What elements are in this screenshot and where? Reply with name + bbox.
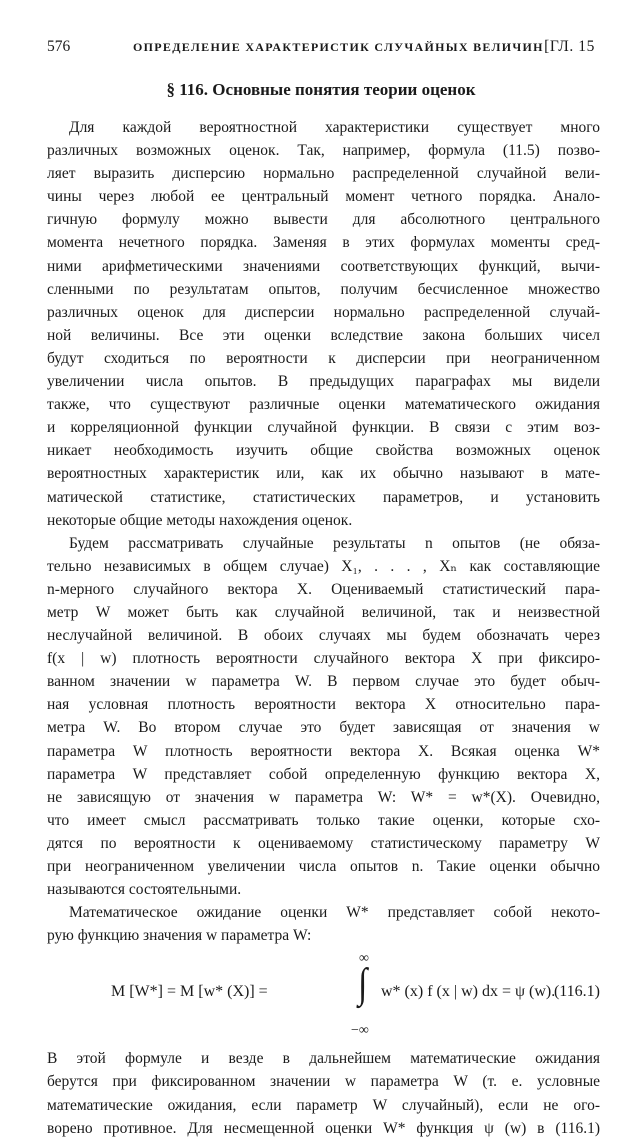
text-line: момента нечетного порядка. Заменяя в этих формулах моменты сред- bbox=[47, 234, 600, 252]
integral-sign: ∫ bbox=[358, 961, 368, 1008]
text-line: рую функцию значения w параметра W: bbox=[47, 927, 312, 945]
text-line: ними арифметическими значениями соответствующих функций, вычи- bbox=[47, 257, 600, 275]
chapter-reference: [ГЛ. 15 bbox=[544, 38, 595, 55]
text-line: дятся по вероятности к оцениваемому статистическому параметру W bbox=[47, 834, 600, 852]
paragraph-3 bbox=[47, 901, 600, 947]
text-line: Будем рассматривать случайные результаты n опытов (не обяза- bbox=[69, 534, 600, 552]
text-line: метра W. Во втором случае это будет зависящая от значения w bbox=[47, 719, 600, 737]
page-number: 576 bbox=[47, 38, 71, 55]
text-line: гичную формулу можно вывести для абсолютного центрального bbox=[47, 211, 600, 229]
text-line: параметра W представляет собой определенную функцию вектора X, bbox=[47, 765, 600, 783]
text-line: сленными по результатам опытов, получим бесчисленное множество bbox=[47, 280, 600, 298]
section-title: § 116. Основные понятия теории оценок bbox=[166, 80, 476, 99]
equation-number: (116.1) bbox=[553, 983, 600, 1001]
text-line: неслучайной величиной. В обоих случаях мы будем обозначать через bbox=[47, 627, 600, 645]
text-line: будут сходиться по вероятности к дисперсии при неограниченном bbox=[47, 349, 600, 367]
text-line: и корреляционной функции случайной функции. В связи с этим воз- bbox=[47, 419, 600, 437]
text-line: чины через любой ее центральный момент четного порядка. Анало- bbox=[47, 188, 600, 206]
text-line: В этой формуле и везде в дальнейшем математические ожидания bbox=[47, 1050, 600, 1068]
formula-rhs: w* (x) f (x | w) dx = ψ (w). bbox=[381, 983, 556, 1001]
text-line: различных оценок для дисперсии нормально распределенной случай- bbox=[47, 303, 600, 321]
text-line: ляет выразить дисперсию нормально распределенной случайной вели- bbox=[47, 165, 600, 183]
text-line: метр W может быть как случайной величиной, так и неизвестной bbox=[47, 603, 600, 621]
text-body bbox=[47, 116, 600, 1140]
text-line: Математическое ожидание оценки W* представляет собой некото- bbox=[69, 904, 600, 922]
text-line: не зависящую от значения w параметра W: W* = w*(X). Очевидно, bbox=[47, 788, 600, 806]
text-line: что имеет смысл рассматривать только такие оценки, которые схо- bbox=[47, 811, 600, 829]
text-line: называются состоятельными. bbox=[47, 881, 242, 899]
text-line: вероятностных характеристик или, как их обычно называют в мате- bbox=[47, 465, 600, 483]
integral-upper-limit: ∞ bbox=[359, 951, 369, 967]
equation-116-1 bbox=[47, 951, 600, 1047]
text-line: никает необходимость изучить общие свойства возможных оценок bbox=[47, 442, 600, 460]
text-line: ной величины. Все эти оценки вследствие закона больших чисел bbox=[47, 326, 600, 344]
text-line: параметра W плотность вероятности вектора X. Всякая оценка W* bbox=[47, 742, 600, 760]
formula-lhs: M [W*] = M [w* (X)] = bbox=[111, 983, 268, 1001]
text-line: ная условная плотность вероятности вектора X относительно пара- bbox=[47, 696, 600, 714]
text-line: увеличении числа опытов. В предыдущих параграфах мы видели bbox=[47, 373, 600, 391]
text-line: Для каждой вероятностной характеристики существует много bbox=[69, 119, 600, 136]
text-line: матической статистике, статистических параметров, и установить bbox=[47, 488, 600, 506]
text-line: некоторые общие методы нахождения оценок. bbox=[47, 511, 353, 529]
text-line: ванном значении w параметра W. В первом случае это будет обыч- bbox=[47, 673, 600, 691]
running-header bbox=[47, 38, 595, 60]
paragraph-1 bbox=[47, 116, 600, 532]
text-line: берутся при фиксированном значении w параметра W (т. е. условные bbox=[47, 1073, 600, 1091]
text-line: ворено противное. Для несмещенной оценки W* функция ψ (w) в (116.1) bbox=[47, 1119, 600, 1137]
text-line: также, что существуют различные оценки математического ожидания bbox=[47, 396, 600, 414]
running-title: ОПРЕДЕЛЕНИЕ ХАРАКТЕРИСТИК СЛУЧАЙНЫХ ВЕЛИЧИН bbox=[133, 40, 544, 54]
text-line: при неограниченном увеличении числа опытов n. Такие оценки обычно bbox=[47, 858, 600, 875]
text-line: математические ожидания, если параметр W случайный), если не ого- bbox=[47, 1096, 600, 1114]
paragraph-2 bbox=[47, 532, 600, 902]
text-line: различных возможных оценок. Так, например, формула (11.5) позво- bbox=[47, 142, 600, 160]
text-line: тельно независимых в общем случае) X₁, . . . , Xₙ как составляющие bbox=[47, 557, 600, 575]
paragraph-4 bbox=[47, 1047, 600, 1139]
text-line: f(x | w) плотность вероятности случайного вектора X при фиксиро- bbox=[47, 650, 600, 668]
text-line: n-мерного случайного вектора X. Оцениваемый статистический пара- bbox=[47, 580, 600, 598]
integral-lower-limit: −∞ bbox=[351, 1023, 369, 1039]
